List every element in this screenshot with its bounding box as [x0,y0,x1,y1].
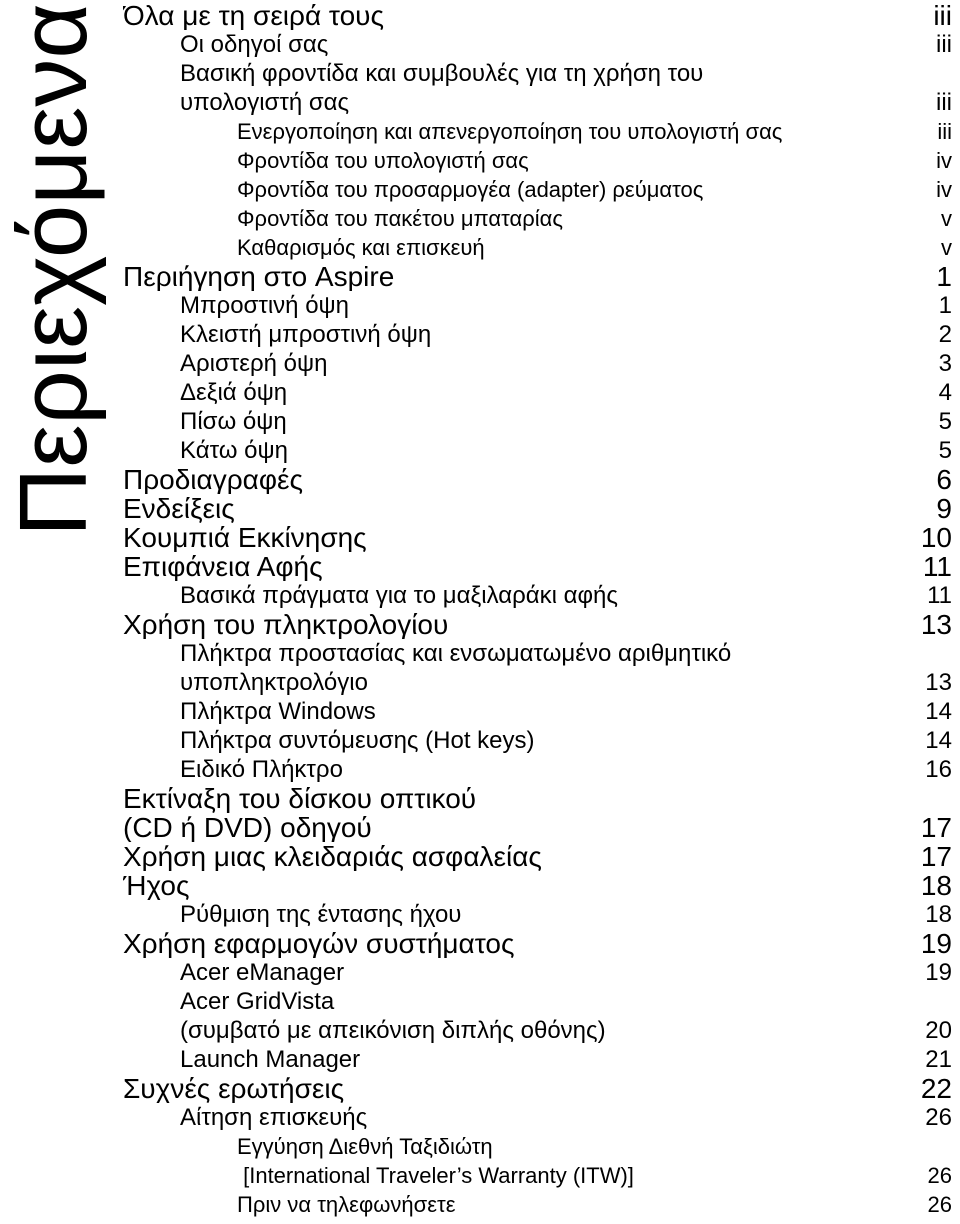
toc-entry[interactable] [180,1016,952,1045]
toc-entry[interactable] [237,175,952,204]
toc-entry[interactable] [180,668,952,697]
toc-entry[interactable] [123,813,952,842]
toc-entry[interactable] [237,204,952,233]
toc-entry-title: Launch Manager [180,1046,361,1073]
toc-entry[interactable] [180,697,952,726]
toc-entry-page: iii [936,31,952,58]
toc-entry-title: Κουμπιά Εκκίνησης [123,523,367,552]
toc-entry[interactable] [180,581,952,610]
toc-entry-title: (CD ή DVD) οδηγού [123,813,372,842]
toc-entry[interactable] [123,929,952,958]
toc-title-text: Περιεχόμενα [0,3,108,537]
toc-entry[interactable] [123,784,952,813]
toc-entry-page: 26 [925,1104,952,1131]
toc-entry[interactable] [123,1,952,30]
toc-entry-title: υπολογιστή σας [180,89,350,116]
toc-entry[interactable] [180,1045,952,1074]
toc-entry[interactable] [180,755,952,784]
toc-entry-title: Οι οδηγοί σας [180,31,329,58]
toc-entry-title: Συχνές ερωτήσεις [123,1074,345,1103]
toc-entry-title: Χρήση εφαρμογών συστήματος [123,929,515,958]
toc-entry[interactable] [237,233,952,262]
toc-entry[interactable] [237,117,952,146]
toc-entry-title: Βασική φροντίδα και συμβουλές για τη χρήση του [180,60,704,87]
toc-entry-title: Κλειστή μπροστινή όψη [180,321,432,348]
toc-entry-title: Χρήση μιας κλειδαριάς ασφαλείας [123,842,542,871]
toc-entry-page: iv [936,148,952,173]
toc-entry-title: Πριν να τηλεφωνήσετε [237,1192,456,1217]
toc-entry[interactable] [180,378,952,407]
toc-entry-title: (συμβατό με απεικόνιση διπλής οθόνης) [180,1017,606,1044]
toc-entry[interactable] [123,523,952,552]
toc-entry-page: 5 [938,408,952,435]
toc-entry-title: Καθαρισμός και επισκευή [237,235,485,260]
toc-entry[interactable] [180,726,952,755]
toc-entry[interactable] [180,958,952,987]
toc-entry[interactable] [123,610,952,639]
toc-entry[interactable] [180,349,952,378]
toc-entry-page: 14 [925,698,952,725]
toc-entry-title: Μπροστινή όψη [180,292,349,319]
toc-entry[interactable] [237,1190,952,1219]
toc-entry[interactable] [180,59,952,88]
toc-entry-title: Ενδείξεις [123,494,235,523]
toc-entry-title: Κάτω όψη [180,437,288,464]
toc-entry-page: 6 [936,464,952,495]
toc-entry-title: Ειδικό Πλήκτρο [180,756,343,783]
toc-entry-page: 13 [925,669,952,696]
toc-entry-title: Ενεργοποίηση και απενεργοποίηση του υπολογιστή σας [237,119,783,144]
toc-entry-page: 18 [920,870,952,901]
toc-entry-page: 20 [925,1017,952,1044]
toc-entry[interactable] [180,407,952,436]
toc-entry-title: [International Traveler’s Warranty (ITW)] [237,1163,634,1188]
toc-entry[interactable] [180,436,952,465]
toc-entry-page: v [941,206,952,231]
toc-entry-page: 14 [925,727,952,754]
toc-entry-title: Επιφάνεια Αφής [123,552,323,581]
toc-entry-page: 19 [925,959,952,986]
toc-entry[interactable] [180,639,952,668]
toc-entry[interactable] [180,88,952,117]
toc-entry-title: Αριστερή όψη [180,350,328,377]
toc-entry-page: 9 [936,493,952,524]
toc-entry-title: Ήχος [123,871,190,900]
toc-entry-title: Πλήκτρα Windows [180,698,376,725]
toc-entry-page: 16 [925,756,952,783]
toc-entry-title: Πίσω όψη [180,408,287,435]
toc-entry-title: Αίτηση επισκευής [180,1104,368,1131]
toc-entry-page: 19 [920,928,952,959]
toc-entry-title: Εγγύηση Διεθνή Ταξιδιώτη [237,1134,493,1159]
toc-entry-page: 11 [922,551,952,582]
toc-entry-page: 17 [920,812,952,843]
toc-entry-title: Βασικά πράγματα για το μαξιλαράκι αφής [180,582,618,609]
toc-entry[interactable] [123,494,952,523]
toc-entry-page: 26 [927,1163,952,1188]
toc-entry[interactable] [123,552,952,581]
toc-entry-title: Φροντίδα του πακέτου μπαταρίας [237,206,563,231]
toc-entry-title: Πλήκτρα συντόμευσης (Hot keys) [180,727,535,754]
toc-entry-title: Εκτίναξη του δίσκου οπτικού [123,784,477,813]
toc-entry-page: 11 [927,582,952,609]
toc-entry-page: 22 [920,1073,952,1104]
toc-entry-page: iv [936,177,952,202]
toc-entry[interactable] [237,1132,952,1161]
toc-entry-title: Χρήση του πληκτρολογίου [123,610,449,639]
toc-vertical-title [0,0,110,540]
toc-entry-page: 13 [920,609,952,640]
toc-entry-page: 26 [927,1192,952,1217]
toc-entry-title: Προδιαγραφές [123,465,303,494]
toc-entry[interactable] [237,1161,952,1190]
toc-entry-page: 3 [938,350,952,377]
toc-entry-title: Όλα με τη σειρά τους [123,1,384,30]
toc-entry[interactable] [180,987,952,1016]
toc-entry-title: Πλήκτρα προστασίας και ενσωματωμένο αριθμητικό [180,640,732,667]
toc-entry-page: 4 [938,379,952,406]
toc-entry[interactable] [123,465,952,494]
toc-entry[interactable] [180,320,952,349]
toc-entry[interactable] [123,262,952,291]
toc-entry-title: υποπληκτρολόγιο [180,669,368,696]
toc-entry-title: Φροντίδα του προσαρμογέα (adapter) ρεύματος [237,177,704,202]
toc-entry[interactable] [237,146,952,175]
toc-entry-page: iii [933,0,952,31]
toc-entry[interactable] [180,30,952,59]
toc-entry[interactable] [180,900,952,929]
toc-entry-page: 21 [925,1046,952,1073]
toc-entry-title: Ρύθμιση της έντασης ήχου [180,901,462,928]
toc-entry-page: v [941,235,952,260]
toc-entry[interactable] [180,291,952,320]
toc-entry-title: Δεξιά όψη [180,379,288,406]
toc-entry[interactable] [123,1074,952,1103]
toc-entry-page: 1 [936,261,952,292]
toc-entry-title: Περιήγηση στο Aspire [123,262,395,291]
toc-entry[interactable] [123,842,952,871]
toc-entry[interactable] [123,871,952,900]
toc-entry-page: 17 [920,841,952,872]
toc-entry-title: Φροντίδα του υπολογιστή σας [237,148,529,173]
toc-entry-page: 2 [938,321,952,348]
toc-entry-page: iii [936,89,952,116]
toc-entry-page: 5 [938,437,952,464]
toc-entry-page: 18 [925,901,952,928]
toc-entry[interactable] [180,1103,952,1132]
toc-entry-page: 1 [938,292,952,319]
toc-entry-title: Acer GridVista [180,988,335,1015]
toc-entry-page: 10 [920,522,952,553]
toc-entry-page: iii [937,119,952,144]
toc-entry-title: Acer eManager [180,959,345,986]
